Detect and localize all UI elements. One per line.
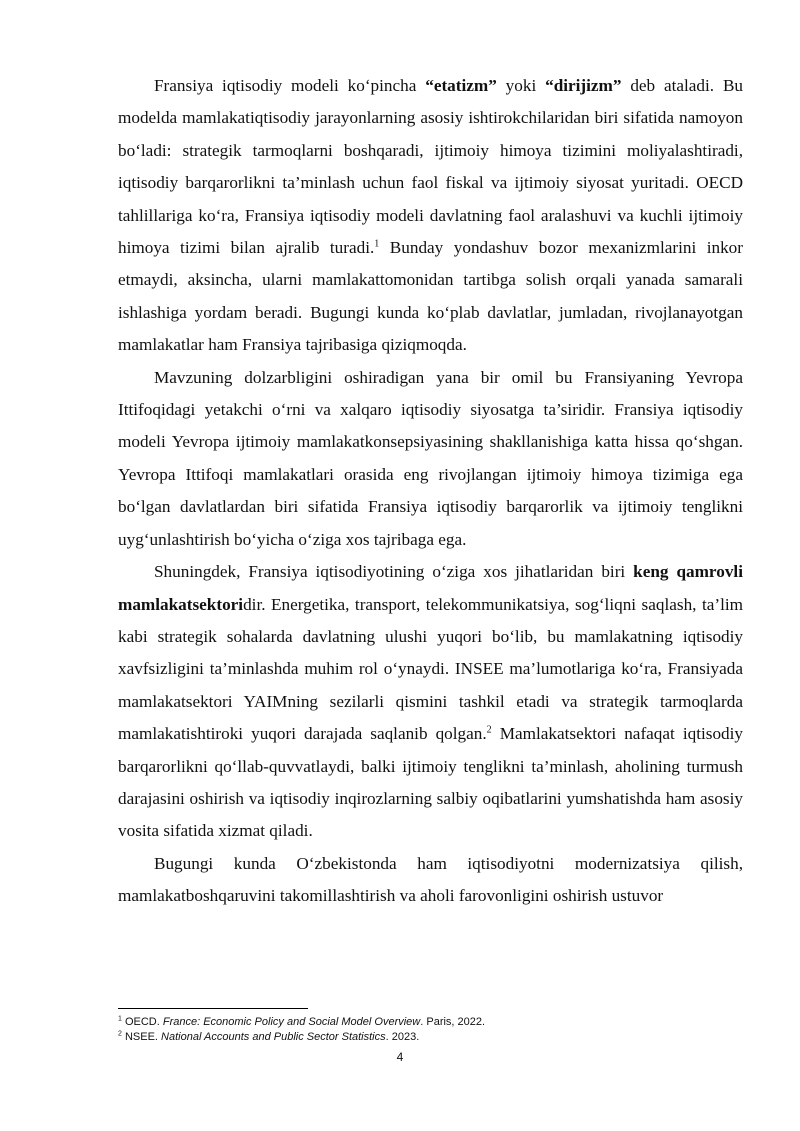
text-run: Bunday yondashuv bozor mexanizmlarini inkor etmaydi, aksincha, ularni mamlakattomonidan tartibga solish orqali yanada samarali ishlashiga yordam beradi. Bugungi kunda ko‘plab davlatlar, jumladan, rivojlanayotgan mamlakatlar ham Fransiya tajribasiga qiziqmoqda. [118,238,743,355]
text-run: Shuningdek, Fransiya iqtisodiyotining o‘ziga xos jihatlaridan biri [154,562,634,582]
text-run: Fransiya iqtisodiy modeli ko‘pincha [154,76,426,95]
footnote-ref-1[interactable]: 1 [374,238,380,250]
text-run: dir. Energetika, transport, telekommunikatsiya, sog‘liqni saqlash, ta’lim kabi strategik sohalarda davlatning ulushi yuqori bo‘lib, bu mamlakatning iqtisodiy xavfsizligini ta’minlashda muhim rol o‘ynaydi. INSEE ma’lumotlariga ko‘ra, Fransiyada mamlakatsektori YAIMning sezilarli qismini tashkil etadi va strategik tarmoqlarda mamlakatishtiroki yuqori darajada saqlanib qolgan. [118,594,743,744]
page-number: 4 [396,1050,404,1064]
footnote-number: 1 [118,1015,122,1023]
bold-term-dirijizm: “dirijizm” [545,76,622,95]
text-run: yoki [496,76,546,95]
footnote-details: . 2023. [385,1031,420,1043]
bold-term-public-sector: keng qamrovli mamlakatsektori [118,562,743,614]
footnote-separator [118,1008,308,1009]
paragraph-1 [118,70,743,362]
bold-term-etatizm: “etatizm” [425,76,497,95]
text-run: Mamlakatsektori nafaqat iqtisodiy barqarorlikni qo‘llab-quvvatlaydi, balki ijtimoiy tenglikni ta’minlash, aholining turmush darajasini oshirish va iqtisodiy inqirozlarning salbiy oqibatlarini yumshatishda ham asosiy vosita sifatida xizmat qiladi. [118,724,743,841]
footnotes [118,1015,743,1045]
paragraph-4: Bugungi kunda O‘zbekistonda ham iqtisodiyotni modernizatsiya qilish, mamlakatboshqaruvini takomillashtirish va aholi farovonligini oshirish ustuvor [118,853,743,906]
paragraph-3 [118,556,743,848]
text-run: deb ataladi. Bu modelda mamlakatiqtisodiy jarayonlarning asosiy ishtirokchilaridan biri sifatida namoyon bo‘ladi: strategik tarmoqlarni boshqaradi, ijtimoiy himoya tizimini moliyalashtiradi, iqtisodiy barqarorlikni ta’minlash uchun faol fiskal va ijtimoiy siyosat yuritadi. OECD tahlillariga ko‘ra, Fransiya iqtisodiy modeli davlatning faol aralashuvi va kuchli ijtimoiy himoya tizimi bilan ajralib turadi. [118,76,743,258]
footnote-source: NSEE. [121,1031,162,1043]
paragraph-2: Mavzuning dolzarbligini oshiradigan yana bir omil bu Fransiyaning Yevropa Ittifoqidagi yetakchi o‘rni va xalqaro iqtisodiy siyosatga ta’siridir. Fransiya iqtisodiy modeli Yevropa ijtimoiy mamlakatkonsepsiyasining shakllanishiga katta hissa qo‘shgan. Yevropa Ittifoqi mamlakatlari orasida eng rivojlangan ijtimoiy himoya tizimiga ega bo‘lgan davlatlardan biri sifatida Fransiya iqtisodiy barqarorlik va ijtimoiy tenglikni uyg‘unlashtirish bo‘yicha o‘ziga xos tajribaga ega. [118,367,743,549]
footnote-title: National Accounts and Public Sector Statistics [161,1031,386,1043]
footnote-title: France: Economic Policy and Social Model Overview [162,1016,421,1028]
footnote-details: . Paris, 2022. [420,1016,486,1028]
footnote-ref-2[interactable]: 2 [486,724,492,736]
footnote-2 [118,1030,743,1045]
footnote-number: 2 [118,1030,122,1038]
footnote-1 [118,1015,743,1030]
footnote-source: OECD. [121,1016,163,1028]
document-body [118,70,743,913]
